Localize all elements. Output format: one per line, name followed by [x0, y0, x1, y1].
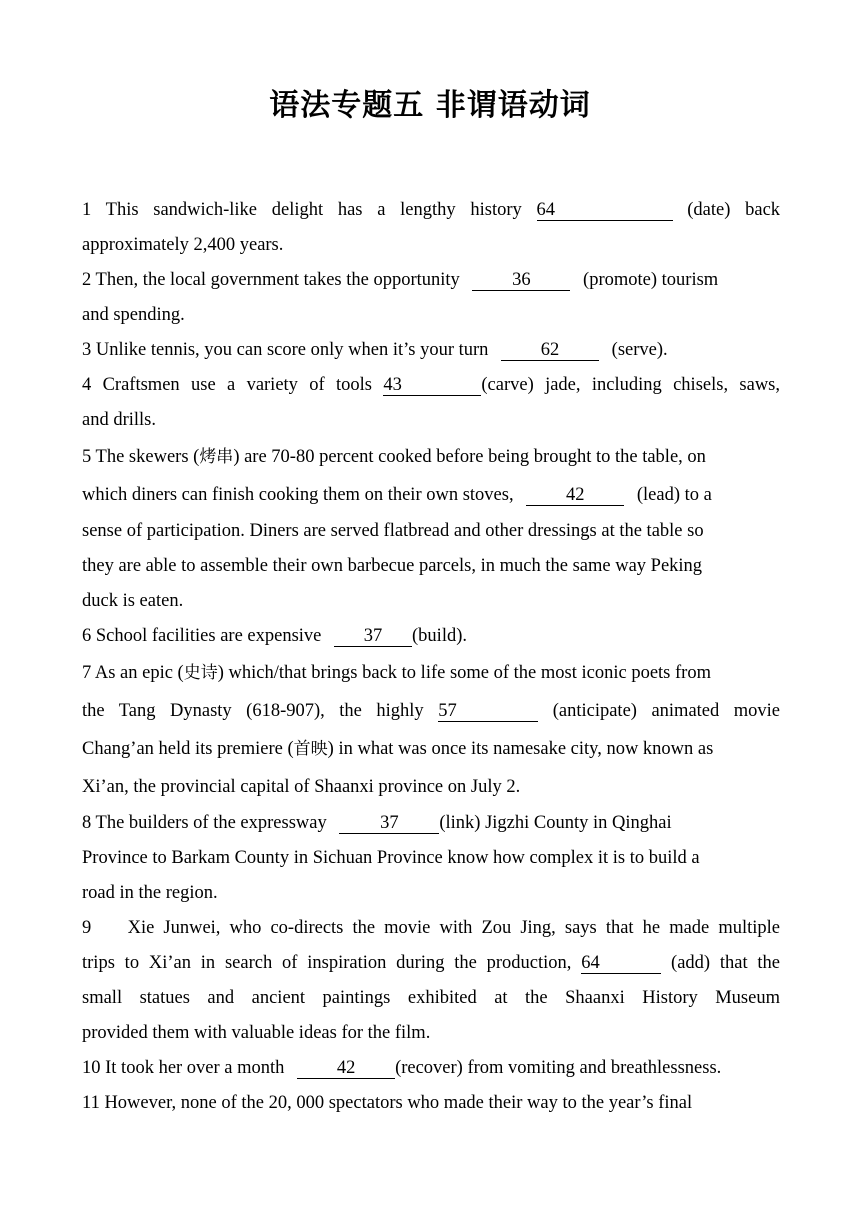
answer-blank[interactable]: 64 [537, 200, 673, 221]
question-5-line-1: 5 The skewers (烤串) are 70-80 percent cooked before being brought to the table, on [82, 447, 706, 467]
question-10-line-1: 10 It took her over a month 42 (recover) from vomiting and breathlessness. [82, 1058, 722, 1078]
question-8-line-2: Province to Barkam County in Sichuan Province know how complex it is to build a [82, 848, 700, 868]
question-9-line-4: provided them with valuable ideas for the film. [82, 1023, 431, 1043]
question-7-line-3: Chang’an held its premiere (首映) in what was once its namesake city, now known as [82, 739, 714, 759]
exercise-list [82, 193, 780, 1121]
question-11-line-1: 11 However, none of the 20, 000 spectators who made their way to the year’s final [82, 1093, 693, 1113]
page-title: 语法专题五 非谓语动词 [269, 88, 591, 123]
question-9-line-2: trips to Xi’an in search of inspiration during the production, 64 (add) that the [82, 953, 780, 973]
answer-blank[interactable]: 62 [501, 340, 599, 361]
question-6-line-1: 6 School facilities are expensive 37 (build). [82, 626, 467, 646]
answer-blank[interactable]: 36 [472, 270, 570, 291]
answer-blank[interactable]: 57 [438, 701, 538, 722]
question-1-line-2: approximately 2,400 years. [82, 235, 284, 255]
question-9-line-1: 9 Xie Junwei, who co-directs the movie with Zou Jing, says that he made multiple [82, 918, 780, 938]
question-1-line-1: 1 This sandwich-like delight has a lengthy history 64 (date) back [82, 200, 781, 220]
question-7-line-1: 7 As an epic (史诗) which/that brings back to life some of the most iconic poets from [82, 663, 711, 683]
question-4-line-1: 4 Craftsmen use a variety of tools 43 (carve) jade, including chisels, saws, [82, 375, 781, 395]
question-5-line-3: sense of participation. Diners are served flatbread and other dressings at the table so [82, 521, 704, 541]
question-7-line-2: the Tang Dynasty (618-907), the highly 57 (anticipate) animated movie [82, 701, 781, 721]
question-8-line-1: 8 The builders of the expressway 37 (link) Jigzhi County in Qinghai [82, 813, 672, 833]
answer-blank[interactable]: 37 [334, 626, 412, 647]
question-2-line-1: 2 Then, the local government takes the opportunity 36 (promote) tourism [82, 270, 719, 290]
answer-blank[interactable]: 43 [383, 375, 481, 396]
answer-blank[interactable]: 64 [581, 953, 661, 974]
answer-blank[interactable]: 42 [526, 485, 624, 506]
question-7-line-4: Xi’an, the provincial capital of Shaanxi province on July 2. [82, 777, 521, 797]
question-5-line-2: which diners can finish cooking them on their own stoves, 42 (lead) to a [82, 485, 712, 505]
question-5-line-4: they are able to assemble their own barbecue parcels, in much the same way Peking [82, 556, 703, 576]
question-3-line-1: 3 Unlike tennis, you can score only when it’s your turn 62 (serve). [82, 340, 668, 360]
question-2-line-2: and spending. [82, 305, 185, 325]
answer-blank[interactable]: 42 [297, 1058, 395, 1079]
question-9-line-3: small statues and ancient paintings exhibited at the Shaanxi History Museum [82, 988, 780, 1008]
question-4-line-2: and drills. [82, 410, 156, 430]
question-8-line-3: road in the region. [82, 883, 218, 903]
question-5-line-5: duck is eaten. [82, 591, 184, 611]
answer-blank[interactable]: 37 [339, 813, 439, 834]
